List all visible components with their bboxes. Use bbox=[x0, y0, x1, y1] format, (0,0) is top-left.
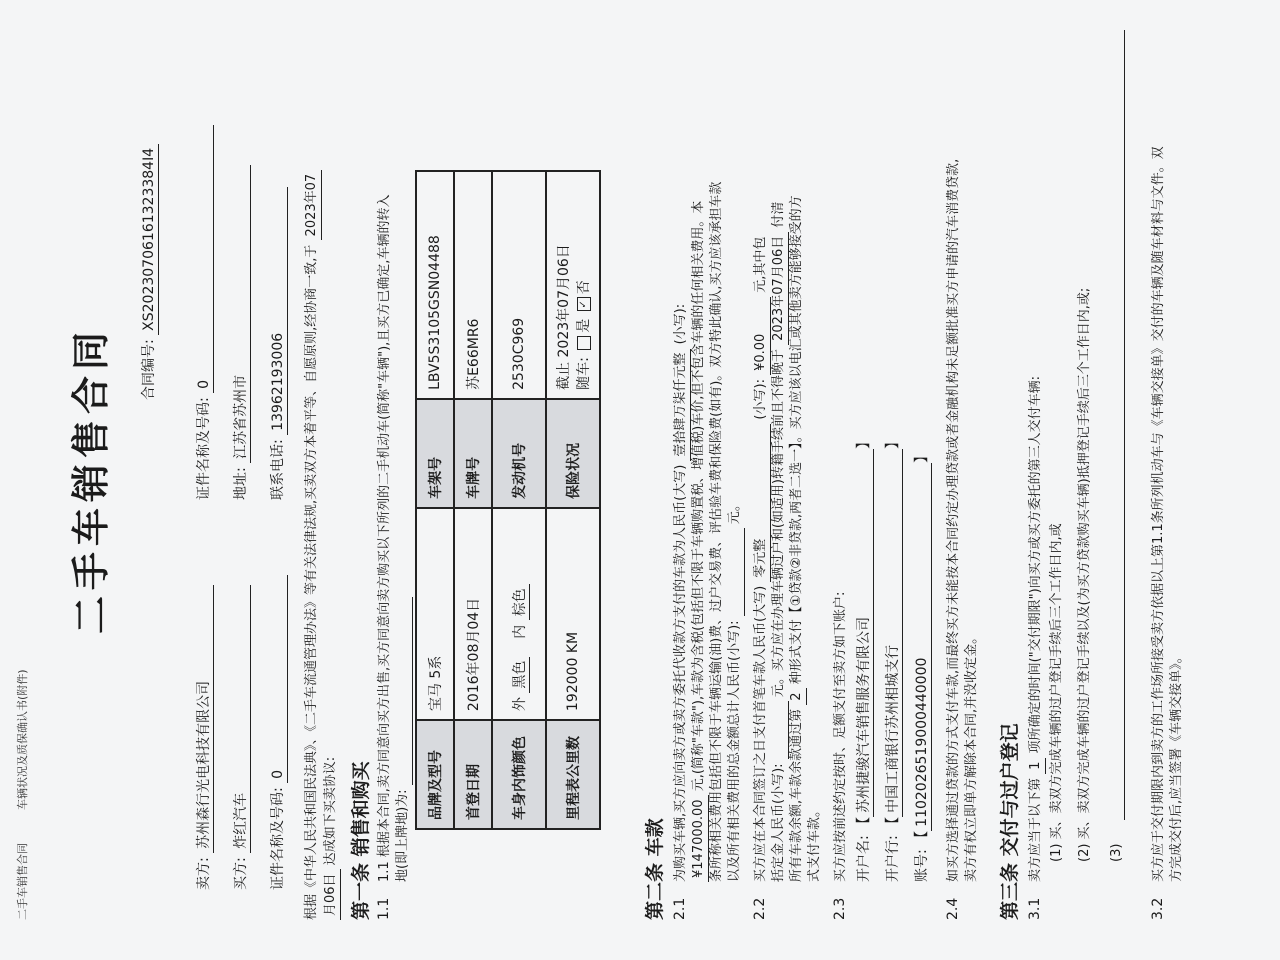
clause-3-1-line-1: 卖方应当于以下第 1 项所确定的时间("交付期限")向买方或买方委托的第三人交付车辆: bbox=[1027, 376, 1046, 882]
buyer-id-line: 证件名称及号码: 0 bbox=[269, 575, 288, 890]
table-cell: 2530C969 bbox=[492, 171, 546, 399]
seller-id-line: 证件名称及号码: 0 bbox=[195, 125, 214, 500]
clause-2-2-line-1: 买方应在本合同签订之日支付首笔车款人民币(大写) 零元整 (小写): ¥0.00 元,其中包 bbox=[752, 237, 771, 882]
table-cell: LBV5S3105GSN04488 bbox=[416, 171, 454, 399]
clause-2-4-line-1: 如买方选择通过贷款的方式支付车款,而最终买方未能按本合同约定办理贷款或者金融机构未足额批准买方申请的汽车消费贷款, bbox=[946, 158, 961, 882]
clause-3-1-option-1: (1) 买、卖双方完成车辆的过户登记手续后三个工作日内,或 bbox=[1049, 523, 1064, 862]
table-header: 品牌及型号 bbox=[416, 720, 454, 829]
clause-2-1-line-2: ¥147000.00 元,(简称"车款"),车款为含税(包括但不限于车辆购置税、增值税)车价,但不包含车辆的任何相关费用。本 bbox=[690, 201, 709, 882]
table-row bbox=[492, 171, 546, 829]
header-left: 二手车销售合同 bbox=[16, 843, 29, 920]
table-row bbox=[546, 171, 600, 829]
table-header: 车架号 bbox=[416, 399, 454, 508]
blank-line bbox=[1124, 30, 1125, 820]
section-2-heading: 第二条 车款 bbox=[644, 818, 666, 920]
account-name-line: 开户名: 【苏州捷骏汽车销售服务有限公司】 bbox=[856, 434, 872, 882]
checkbox-no-checked bbox=[577, 297, 591, 311]
vehicle-info-table bbox=[415, 170, 601, 830]
table-header: 里程表公里数 bbox=[546, 720, 600, 829]
section-3-heading: 第三条 交付与过户登记 bbox=[999, 723, 1021, 920]
clause-3-2-line-2: 方完成交付后,应当签署《车辆交接单》。 bbox=[1169, 650, 1184, 882]
checkbox-yes bbox=[577, 336, 591, 350]
clause-3-2-line-1: 买方应于交付期限内到卖方的工作场所接受卖方依据以上第1.1条所列机动车与《车辆交接单》交付的车辆及随车材料与文件。双 bbox=[1151, 146, 1166, 882]
clause-number: 3.1 bbox=[1027, 897, 1043, 920]
clause-1-1-line-1: 1.1 根据本合同,卖方同意向买方出售,买方同意向卖方购买以下所列的二手机动车(简称"车辆"),且买方已确定,车辆的转入 bbox=[377, 194, 392, 882]
contract-number: 合同编号: XS20230706161323384I4 bbox=[140, 144, 159, 400]
clause-number: 2.3 bbox=[832, 897, 848, 920]
clause-2-2-line-3: 所有车款余额,车款余款通过第 2 种形式支付【①贷款②非贷款,两者二选一】。买方应该以电汇或其他卖方能够接受的方 bbox=[788, 195, 807, 882]
clause-2-4-line-2: 卖方有权立即单方解除本合同,并没收定金。 bbox=[964, 630, 979, 882]
clause-3-1-option-2: (2) 买、卖双方完成车辆的过户登记手续以及(为买方贷款购买车辆)抵押登记手续后三个工作日内,或; bbox=[1077, 287, 1092, 862]
intro-line-2: 月06日 达成如下买卖协议: bbox=[322, 757, 341, 920]
table-cell: 外 黑色 内 棕色 bbox=[492, 508, 546, 720]
buyer-phone-line: 联系电话: 13962193006 bbox=[269, 187, 288, 500]
table-cell: 宝马 5系 bbox=[416, 508, 454, 720]
intro-line-1: 根据《中华人民共和国民法典》、《二手车流通管理办法》等有关法律法规,买卖双方本着平等、自愿原则,经协商一致,于 2023年07 bbox=[303, 170, 322, 920]
clause-3-1-option-3: (3) bbox=[1109, 843, 1124, 862]
header-right: 车辆状况及质保确认书(附件) bbox=[16, 669, 29, 810]
table-row bbox=[454, 171, 492, 829]
table-header: 发动机号 bbox=[492, 399, 546, 508]
document-title: 二手车销售合同 bbox=[69, 326, 113, 635]
clause-number: 2.2 bbox=[752, 897, 768, 920]
section-1-heading: 第一条 销售和购买 bbox=[350, 761, 372, 920]
seller-line: 卖方: 苏州森行光电科技有限公司 bbox=[195, 585, 214, 890]
buyer-line: 买方: 炸红汽车 bbox=[232, 585, 251, 890]
clause-2-1-line-3: 条所称相关费用包括但不限于车辆运输(油)费、过户交易费、评估验车费和保险费(如有)。双方特此确认,买方应该承担车款 bbox=[709, 181, 724, 882]
clause-2-1-line-4: 以及所有相关费用的总金额总计人民币(小写): 元。 bbox=[726, 498, 745, 882]
table-cell: 苏E66MR6 bbox=[454, 171, 492, 399]
clause-1-1-line-2: 地(即上牌地)为: bbox=[394, 597, 413, 882]
table-header: 首登日期 bbox=[454, 720, 492, 829]
account-number-line: 账号: 【1102026519000440000】 bbox=[914, 448, 930, 882]
clause-number: 3.2 bbox=[1150, 897, 1166, 920]
clause-number: 1.1 bbox=[376, 897, 392, 920]
clause-number: 2.4 bbox=[945, 897, 961, 920]
table-header: 车身内饰颜色 bbox=[492, 720, 546, 829]
table-cell: 截止 2023年07月06日 随车: 是 ✓否 bbox=[546, 171, 600, 399]
clause-number: 2.1 bbox=[672, 897, 688, 920]
table-header: 保险状况 bbox=[546, 399, 600, 508]
table-cell: 192000 KM bbox=[546, 508, 600, 720]
clause-2-3-line-1: 买方应按前述约定按时、足额支付至卖方如下账户: bbox=[833, 591, 848, 882]
clause-2-2-line-2: 括定金人民币(小写): 元。买方应在办理车辆过户和(如适用)转籍手续前且不得晚于 2023年07月06日 付清 bbox=[770, 202, 789, 882]
bank-line: 开户行: 【中国工商银行苏州相城支行】 bbox=[885, 434, 901, 882]
table-header: 车牌号 bbox=[454, 399, 492, 508]
buyer-address-line: 地址: 江苏省苏州市 bbox=[232, 165, 251, 500]
table-cell: 2016年08月04日 bbox=[454, 508, 492, 720]
clause-2-2-line-4: 式支付车款。 bbox=[807, 803, 822, 882]
clause-2-1-line-1: 为购买车辆,买方应向卖方或卖方委托代收款方支付的车款为人民币(大写) 壹拾肆万柒仟元整 (小写): bbox=[672, 304, 691, 882]
table-row bbox=[416, 171, 454, 829]
